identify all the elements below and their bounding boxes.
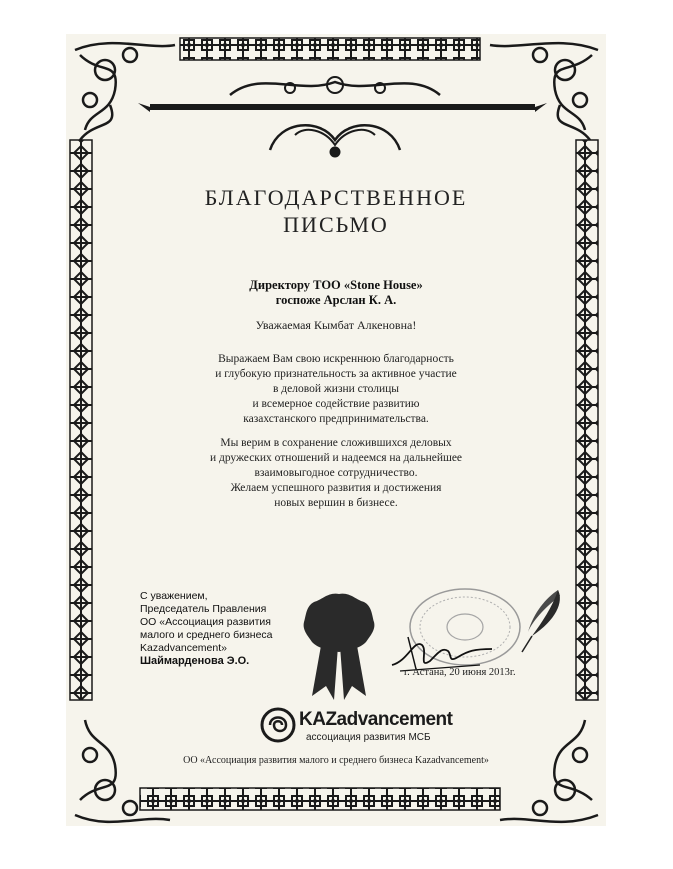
org-line-2: малого и среднего бизнеса bbox=[140, 629, 273, 641]
border-top bbox=[180, 38, 480, 60]
org-line-1: ОО «Ассоциация развития bbox=[140, 616, 271, 628]
logo-subtitle: ассоциация развития МСБ bbox=[306, 732, 431, 743]
title-line-1: БЛАГОДАРСТВЕННОЕ bbox=[204, 185, 468, 210]
border-bottom bbox=[140, 788, 500, 810]
logo-brand: KAZadvancement bbox=[299, 709, 453, 730]
corner-ornament-top-right bbox=[490, 43, 598, 140]
paragraph-2-line: Мы верим в сохранение сложившихся деловых bbox=[220, 437, 452, 449]
footer-organization: ОО «Ассоциация развития малого и среднего бизнеса Kazadvancement» bbox=[183, 755, 489, 766]
org-line-3: Kazadvancement» bbox=[140, 642, 227, 654]
paragraph-1-line: и всемерное содействие развитию bbox=[252, 398, 420, 410]
paragraph-2-line: новых вершин в бизнесе. bbox=[274, 497, 398, 509]
paragraph-1-line: казахстанского предпринимательства. bbox=[243, 413, 429, 425]
paragraph-1-line: и глубокую признательность за активное участие bbox=[215, 368, 457, 380]
kazadvancement-logo-icon bbox=[260, 707, 296, 743]
signer-name: Шаймарденова Э.О. bbox=[140, 655, 250, 667]
paragraph-1-line: Выражаем Вам свою искреннюю благодарность bbox=[218, 353, 454, 365]
quill-pen-icon bbox=[518, 586, 568, 656]
corner-ornament-top-left bbox=[75, 43, 175, 140]
paragraph-1 bbox=[66, 352, 606, 427]
corner-ornament-bottom-right bbox=[500, 720, 598, 822]
title-line-2: ПИСЬМО bbox=[283, 212, 389, 237]
paragraph-1-line: в деловой жизни столицы bbox=[272, 383, 400, 395]
closing: С уважением, bbox=[140, 590, 208, 602]
wax-seal-icon bbox=[300, 590, 378, 702]
city-date: г. Астана, 20 июня 2013г. bbox=[404, 667, 516, 678]
paragraph-2-line: и дружеских отношений и надеемся на дальнейшее bbox=[209, 452, 463, 464]
letter-title bbox=[66, 184, 606, 238]
paragraph-2 bbox=[66, 436, 606, 511]
paragraph-2-line: взаимовыгодное сотрудничество. bbox=[254, 467, 418, 479]
greeting: Уважаемая Кымбат Алкеновна! bbox=[255, 318, 417, 332]
recipient-line-1: Директору ТОО «Stone House» bbox=[249, 278, 423, 292]
paragraph-2-line: Желаем успешного развития и достижения bbox=[230, 482, 442, 494]
position: Председатель Правления bbox=[140, 603, 267, 615]
recipient-line-2: госпоже Арслан К. А. bbox=[275, 293, 397, 307]
header-ornament bbox=[138, 77, 547, 157]
